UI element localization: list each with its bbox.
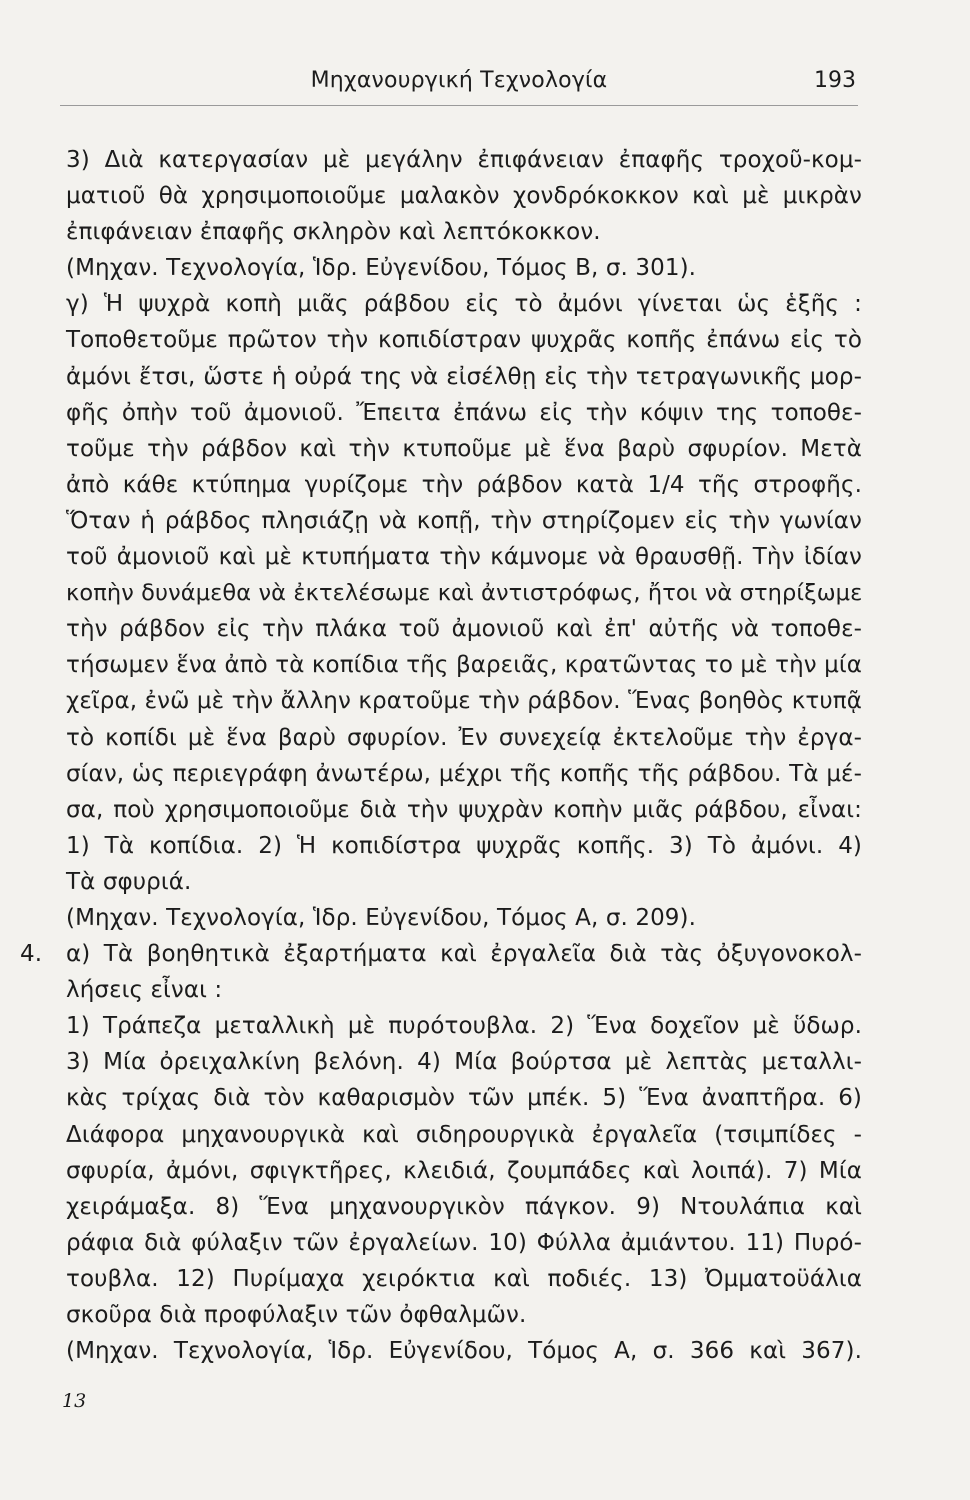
text-line: ἀμόνι ἔτσι, ὥστε ἡ οὐρά της νὰ εἰσέλθῃ εἰς τὴν τετραγωνικῆς μορ- bbox=[66, 363, 862, 390]
text-line: φῆς ὀπὴν τοῦ ἀμονιοῦ. Ἔπειτα ἐπάνω εἰς τὴν κόψιν της τοποθε- bbox=[66, 399, 862, 426]
page-body bbox=[20, 142, 863, 1369]
text-line: α) Τὰ βοηθητικὰ ἐξαρτήματα καὶ ἐργαλεῖα διὰ τὰς ὀξυγονοκολ- bbox=[66, 941, 862, 968]
text-line: Διάφορα μηχανουργικὰ καὶ σιδηρουργικὰ ἐργαλεῖα (τσιμπίδες - bbox=[66, 1121, 862, 1148]
text-line: σα, ποὺ χρησιμοποιοῦμε διὰ τὴν ψυχρὰν κοπὴν μιᾶς ράβδου, εἶναι: bbox=[66, 796, 862, 823]
header-rule bbox=[60, 105, 858, 106]
text-line: κοπὴν δυνάμεθα νὰ ἐκτελέσωμε καὶ ἀντιστρόφως, ἤτοι νὰ στηρίξωμε bbox=[66, 580, 863, 607]
citation-line: (Μηχαν. Τεχνολογία, Ἱδρ. Εὐγενίδου, Τόμος Β, σ. 301). bbox=[66, 255, 697, 282]
text-line: κὰς τρίχας διὰ τὸν καθαρισμὸν τῶν μπέκ. 5) Ἕνα ἀναπτῆρα. 6) bbox=[66, 1085, 862, 1112]
text-line: τήσωμεν ἕνα ἀπὸ τὰ κοπίδια τῆς βαρειᾶς, κρατῶντας το μὲ τὴν μία bbox=[66, 652, 862, 679]
text-line: τὸ κοπίδι μὲ ἕνα βαρὺ σφυρίον. Ἐν συνεχείᾳ ἐκτελοῦμε τὴν ἐργα- bbox=[66, 724, 862, 751]
page-number: 193 bbox=[814, 68, 856, 93]
text-line: ἀπὸ κάθε κτύπημα γυρίζομε τὴν ράβδον κατὰ 1/4 τῆς στροφῆς. bbox=[66, 471, 862, 498]
citation-line: (Μηχαν. Τεχνολογία, Ἱδρ. Εὐγενίδου, Τόμος Α, σ. 366 καὶ 367). bbox=[66, 1338, 862, 1365]
citation-line: (Μηχαν. Τεχνολογία, Ἱδρ. Εὐγενίδου, Τόμος Α, σ. 209). bbox=[66, 904, 697, 931]
text-line: 3) Διὰ κατεργασίαν μὲ μεγάλην ἐπιφάνειαν ἐπαφῆς τροχοῦ-κομ- bbox=[66, 147, 862, 173]
text-line: σφυρία, ἀμόνι, σφιγκτῆρες, κλειδιά, ζουμπάδες καὶ λοιπά). 7) Μία bbox=[66, 1157, 862, 1184]
folio-mark: 13 bbox=[62, 1390, 87, 1412]
text-line: γ) Ἡ ψυχρὰ κοπὴ μιᾶς ράβδου εἰς τὸ ἀμόνι γίνεται ὡς ἑξῆς : bbox=[66, 291, 862, 318]
text-line: χειράμαξα. 8) Ἕνα μηχανουργικὸν πάγκον. 9) Ντουλάπια καὶ bbox=[66, 1193, 862, 1220]
text-line: Τοποθετοῦμε πρῶτον τὴν κοπιδίστραν ψυχρᾶς κοπῆς ἐπάνω εἰς τὸ bbox=[66, 327, 862, 354]
running-title: Μηχανουργική Τεχνολογία bbox=[310, 68, 608, 93]
section-number: 4. bbox=[20, 941, 43, 968]
text-line: χεῖρα, ἐνῶ μὲ τὴν ἄλλην κρατοῦμε τὴν ράβδον. Ἕνας βοηθὸς κτυπᾷ bbox=[66, 688, 862, 715]
text-line: τουβλα. 12) Πυρίμαχα χειρόκτια καὶ ποδιές. 13) Ὀμματοϋάλια bbox=[66, 1265, 862, 1292]
text-line: 1) Τράπεζα μεταλλικὴ μὲ πυρότουβλα. 2) Ἕνα δοχεῖον μὲ ὕδωρ. bbox=[66, 1013, 862, 1040]
text-line: Ὅταν ἡ ράβδος πλησιάζῃ νὰ κοπῇ, τὴν στηρίζομεν εἰς τὴν γωνίαν bbox=[66, 507, 862, 534]
text-line: Τὰ σφυριά. bbox=[66, 868, 192, 895]
text-line: 1) Τὰ κοπίδια. 2) Ἡ κοπιδίστρα ψυχρᾶς κοπῆς. 3) Τὸ ἀμόνι. 4) bbox=[66, 832, 862, 859]
text-line: τὴν ράβδον εἰς τὴν πλάκα τοῦ ἀμονιοῦ καὶ ἐπ' αὐτῆς νὰ τοποθε- bbox=[66, 616, 862, 643]
section-first-line bbox=[20, 936, 862, 972]
text-line: τοῦ ἀμονιοῦ καὶ μὲ κτυπήματα τὴν κάμνομε νὰ θραυσθῇ. Τὴν ἰδίαν bbox=[66, 544, 862, 571]
text-line: σίαν, ὡς περιεγράφη ἀνωτέρω, μέχρι τῆς κοπῆς τῆς ράβδου. Τὰ μέ- bbox=[66, 760, 862, 787]
text-line: ράφια διὰ φύλαξιν τῶν ἐργαλείων. 10) Φύλλα ἀμιάντου. 11) Πυρό- bbox=[66, 1229, 862, 1256]
text-line: σκοῦρα διὰ προφύλαξιν τῶν ὀφθαλμῶν. bbox=[66, 1302, 527, 1328]
text-line: λήσεις εἶναι : bbox=[66, 977, 223, 1004]
text-line: τοῦμε τὴν ράβδον καὶ τὴν κτυποῦμε μὲ ἕνα βαρὺ σφυρίον. Μετὰ bbox=[66, 435, 862, 462]
text-line: 3) Μία ὀρειχαλκίνη βελόνη. 4) Μία βούρτσα μὲ λεπτὰς μεταλλι- bbox=[66, 1049, 862, 1076]
text-line: ματιοῦ θὰ χρησιμοποιοῦμε μαλακὸν χονδρόκοκκον καὶ μὲ μικρὰν bbox=[66, 183, 862, 210]
page-header bbox=[60, 68, 858, 108]
text-line: ἐπιφάνειαν ἐπαφῆς σκληρὸν καὶ λεπτόκοκκον. bbox=[66, 219, 601, 246]
